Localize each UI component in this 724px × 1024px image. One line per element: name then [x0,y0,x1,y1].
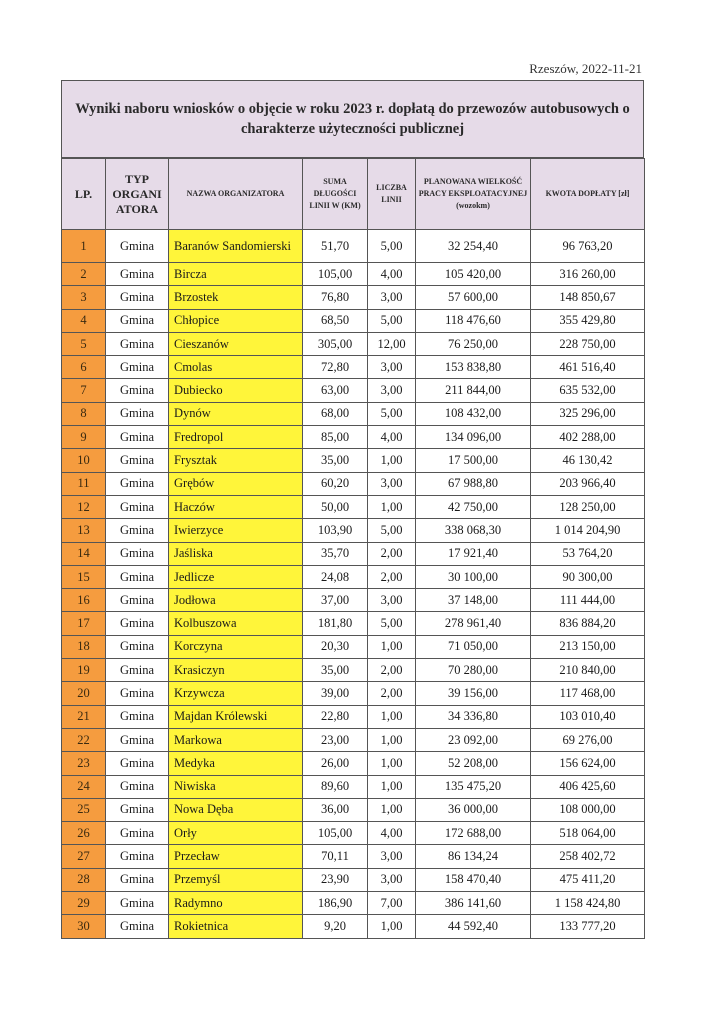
total-line-length-cell: 26,00 [303,752,368,775]
row-number-cell: 14 [62,542,106,565]
line-count-cell: 1,00 [368,449,416,472]
line-count-cell: 1,00 [368,915,416,938]
total-line-length-cell: 9,20 [303,915,368,938]
planned-work-cell: 23 092,00 [416,728,531,751]
line-count-cell: 1,00 [368,495,416,518]
organizer-name-cell: Frysztak [169,449,303,472]
total-line-length-cell: 105,00 [303,822,368,845]
results-table [61,158,645,939]
header-liczba: LICZBA LINII [368,159,416,230]
organizer-name-cell: Nowa Dęba [169,798,303,821]
table-header [62,159,645,230]
organizer-name-cell: Kolbuszowa [169,612,303,635]
organizer-type-cell: Gmina [106,635,169,658]
header-kwota: KWOTA DOPŁATY [zł] [531,159,645,230]
organizer-type-cell: Gmina [106,309,169,332]
line-count-cell: 4,00 [368,426,416,449]
table-row [62,798,645,821]
line-count-cell: 1,00 [368,775,416,798]
planned-work-cell: 17 500,00 [416,449,531,472]
row-number-cell: 21 [62,705,106,728]
organizer-type-cell: Gmina [106,798,169,821]
table-row [62,542,645,565]
planned-work-cell: 135 475,20 [416,775,531,798]
row-number-cell: 15 [62,565,106,588]
row-number-cell: 16 [62,589,106,612]
subsidy-amount-cell: 213 150,00 [531,635,645,658]
organizer-type-cell: Gmina [106,845,169,868]
organizer-name-cell: Haczów [169,495,303,518]
row-number-cell: 11 [62,472,106,495]
subsidy-amount-cell: 69 276,00 [531,728,645,751]
row-number-cell: 9 [62,426,106,449]
table-row [62,379,645,402]
document-date: Rzeszów, 2022-11-21 [529,61,642,76]
planned-work-cell: 17 921,40 [416,542,531,565]
organizer-type-cell: Gmina [106,705,169,728]
row-number-cell: 10 [62,449,106,472]
planned-work-cell: 158 470,40 [416,868,531,891]
row-number-cell: 28 [62,868,106,891]
total-line-length-cell: 85,00 [303,426,368,449]
row-number-cell: 6 [62,356,106,379]
row-number-cell: 19 [62,659,106,682]
table-row [62,659,645,682]
subsidy-amount-cell: 402 288,00 [531,426,645,449]
organizer-type-cell: Gmina [106,612,169,635]
row-number-cell: 8 [62,402,106,425]
organizer-name-cell: Krasiczyn [169,659,303,682]
subsidy-amount-cell: 133 777,20 [531,915,645,938]
header-lp: LP. [62,159,106,230]
total-line-length-cell: 36,00 [303,798,368,821]
planned-work-cell: 37 148,00 [416,589,531,612]
organizer-name-cell: Korczyna [169,635,303,658]
line-count-cell: 3,00 [368,868,416,891]
subsidy-amount-cell: 475 411,20 [531,868,645,891]
subsidy-amount-cell: 148 850,67 [531,286,645,309]
total-line-length-cell: 22,80 [303,705,368,728]
planned-work-cell: 70 280,00 [416,659,531,682]
organizer-type-cell: Gmina [106,495,169,518]
total-line-length-cell: 39,00 [303,682,368,705]
subsidy-amount-cell: 90 300,00 [531,565,645,588]
planned-work-cell: 134 096,00 [416,426,531,449]
total-line-length-cell: 24,08 [303,565,368,588]
table-row [62,705,645,728]
organizer-type-cell: Gmina [106,472,169,495]
subsidy-amount-cell: 203 966,40 [531,472,645,495]
table-row [62,402,645,425]
planned-work-cell: 30 100,00 [416,565,531,588]
line-count-cell: 3,00 [368,379,416,402]
planned-work-cell: 34 336,80 [416,705,531,728]
subsidy-amount-cell: 836 884,20 [531,612,645,635]
row-number-cell: 1 [62,230,106,263]
organizer-name-cell: Bircza [169,263,303,286]
row-number-cell: 3 [62,286,106,309]
organizer-type-cell: Gmina [106,356,169,379]
planned-work-cell: 153 838,80 [416,356,531,379]
organizer-type-cell: Gmina [106,565,169,588]
organizer-type-cell: Gmina [106,659,169,682]
subsidy-amount-cell: 111 444,00 [531,589,645,612]
row-number-cell: 24 [62,775,106,798]
total-line-length-cell: 35,00 [303,449,368,472]
organizer-name-cell: Cmolas [169,356,303,379]
line-count-cell: 2,00 [368,542,416,565]
total-line-length-cell: 23,90 [303,868,368,891]
planned-work-cell: 57 600,00 [416,286,531,309]
subsidy-amount-cell: 103 010,40 [531,705,645,728]
organizer-name-cell: Krzywcza [169,682,303,705]
total-line-length-cell: 23,00 [303,728,368,751]
table-row [62,915,645,938]
organizer-type-cell: Gmina [106,286,169,309]
line-count-cell: 3,00 [368,845,416,868]
table-row [62,356,645,379]
organizer-type-cell: Gmina [106,402,169,425]
organizer-name-cell: Brzostek [169,286,303,309]
organizer-type-cell: Gmina [106,449,169,472]
table-row [62,426,645,449]
organizer-name-cell: Przecław [169,845,303,868]
row-number-cell: 12 [62,495,106,518]
row-number-cell: 7 [62,379,106,402]
subsidy-amount-cell: 46 130,42 [531,449,645,472]
total-line-length-cell: 60,20 [303,472,368,495]
table-row [62,822,645,845]
header-nazwa: NAZWA ORGANIZATORA [169,159,303,230]
subsidy-amount-cell: 228 750,00 [531,332,645,355]
organizer-type-cell: Gmina [106,775,169,798]
total-line-length-cell: 35,00 [303,659,368,682]
planned-work-cell: 32 254,40 [416,230,531,263]
total-line-length-cell: 68,50 [303,309,368,332]
total-line-length-cell: 51,70 [303,230,368,263]
organizer-name-cell: Medyka [169,752,303,775]
line-count-cell: 1,00 [368,798,416,821]
total-line-length-cell: 186,90 [303,892,368,915]
table-row [62,263,645,286]
subsidy-amount-cell: 461 516,40 [531,356,645,379]
table-row [62,728,645,751]
organizer-name-cell: Rokietnica [169,915,303,938]
subsidy-amount-cell: 316 260,00 [531,263,645,286]
planned-work-cell: 71 050,00 [416,635,531,658]
organizer-type-cell: Gmina [106,519,169,542]
organizer-name-cell: Niwiska [169,775,303,798]
organizer-name-cell: Markowa [169,728,303,751]
total-line-length-cell: 63,00 [303,379,368,402]
line-count-cell: 2,00 [368,659,416,682]
row-number-cell: 27 [62,845,106,868]
organizer-name-cell: Chłopice [169,309,303,332]
line-count-cell: 5,00 [368,309,416,332]
line-count-cell: 3,00 [368,472,416,495]
organizer-name-cell: Cieszanów [169,332,303,355]
subsidy-amount-cell: 1 014 204,90 [531,519,645,542]
line-count-cell: 5,00 [368,519,416,542]
line-count-cell: 12,00 [368,332,416,355]
organizer-name-cell: Dynów [169,402,303,425]
row-number-cell: 25 [62,798,106,821]
organizer-name-cell: Grębów [169,472,303,495]
table-row [62,612,645,635]
row-number-cell: 2 [62,263,106,286]
line-count-cell: 1,00 [368,705,416,728]
header-planowana: PLANOWANA WIELKOŚĆ PRACY EKSPLOATACYJNEJ (wozokm) [416,159,531,230]
table-row [62,845,645,868]
row-number-cell: 18 [62,635,106,658]
subsidy-amount-cell: 635 532,00 [531,379,645,402]
organizer-type-cell: Gmina [106,263,169,286]
table-row [62,589,645,612]
planned-work-cell: 52 208,00 [416,752,531,775]
row-number-cell: 29 [62,892,106,915]
organizer-type-cell: Gmina [106,230,169,263]
total-line-length-cell: 68,00 [303,402,368,425]
line-count-cell: 5,00 [368,230,416,263]
table-row [62,495,645,518]
planned-work-cell: 105 420,00 [416,263,531,286]
total-line-length-cell: 70,11 [303,845,368,868]
total-line-length-cell: 35,70 [303,542,368,565]
planned-work-cell: 76 250,00 [416,332,531,355]
planned-work-cell: 278 961,40 [416,612,531,635]
subsidy-amount-cell: 108 000,00 [531,798,645,821]
table-row [62,286,645,309]
planned-work-cell: 338 068,30 [416,519,531,542]
planned-work-cell: 39 156,00 [416,682,531,705]
table-row [62,565,645,588]
table-row [62,635,645,658]
line-count-cell: 2,00 [368,565,416,588]
table-row [62,472,645,495]
subsidy-amount-cell: 117 468,00 [531,682,645,705]
subsidy-amount-cell: 355 429,80 [531,309,645,332]
line-count-cell: 7,00 [368,892,416,915]
total-line-length-cell: 103,90 [303,519,368,542]
organizer-type-cell: Gmina [106,542,169,565]
row-number-cell: 4 [62,309,106,332]
organizer-type-cell: Gmina [106,728,169,751]
header-suma: SUMA DŁUGOŚCI LINII W (KM) [303,159,368,230]
table-row [62,775,645,798]
line-count-cell: 5,00 [368,612,416,635]
subsidy-amount-cell: 518 064,00 [531,822,645,845]
line-count-cell: 2,00 [368,682,416,705]
organizer-type-cell: Gmina [106,682,169,705]
planned-work-cell: 44 592,40 [416,915,531,938]
row-number-cell: 30 [62,915,106,938]
row-number-cell: 22 [62,728,106,751]
line-count-cell: 3,00 [368,286,416,309]
line-count-cell: 3,00 [368,356,416,379]
table-row [62,892,645,915]
organizer-name-cell: Radymno [169,892,303,915]
table-row [62,332,645,355]
planned-work-cell: 386 141,60 [416,892,531,915]
line-count-cell: 1,00 [368,728,416,751]
table-row [62,752,645,775]
row-number-cell: 26 [62,822,106,845]
row-number-cell: 17 [62,612,106,635]
organizer-name-cell: Fredropol [169,426,303,449]
subsidy-amount-cell: 96 763,20 [531,230,645,263]
header-typ: TYP ORGANI ATORA [106,159,169,230]
organizer-name-cell: Jaśliska [169,542,303,565]
organizer-name-cell: Dubiecko [169,379,303,402]
table-row [62,682,645,705]
subsidy-amount-cell: 325 296,00 [531,402,645,425]
line-count-cell: 5,00 [368,402,416,425]
organizer-type-cell: Gmina [106,589,169,612]
organizer-type-cell: Gmina [106,868,169,891]
line-count-cell: 1,00 [368,635,416,658]
planned-work-cell: 67 988,80 [416,472,531,495]
table-row [62,449,645,472]
planned-work-cell: 42 750,00 [416,495,531,518]
subsidy-amount-cell: 1 158 424,80 [531,892,645,915]
organizer-name-cell: Majdan Królewski [169,705,303,728]
table-row [62,309,645,332]
table-row [62,519,645,542]
total-line-length-cell: 50,00 [303,495,368,518]
organizer-type-cell: Gmina [106,915,169,938]
organizer-name-cell: Przemyśl [169,868,303,891]
table-row [62,868,645,891]
row-number-cell: 23 [62,752,106,775]
line-count-cell: 4,00 [368,263,416,286]
row-number-cell: 20 [62,682,106,705]
organizer-name-cell: Jodłowa [169,589,303,612]
row-number-cell: 13 [62,519,106,542]
organizer-type-cell: Gmina [106,892,169,915]
row-number-cell: 5 [62,332,106,355]
subsidy-amount-cell: 53 764,20 [531,542,645,565]
planned-work-cell: 211 844,00 [416,379,531,402]
total-line-length-cell: 105,00 [303,263,368,286]
total-line-length-cell: 72,80 [303,356,368,379]
organizer-type-cell: Gmina [106,379,169,402]
total-line-length-cell: 37,00 [303,589,368,612]
planned-work-cell: 86 134,24 [416,845,531,868]
planned-work-cell: 36 000,00 [416,798,531,821]
table-title: Wyniki naboru wniosków o objęcie w roku 2023 r. dopłatą do przewozów autobusowych o charakterze użyteczności publicznej [75,101,630,137]
total-line-length-cell: 181,80 [303,612,368,635]
line-count-cell: 3,00 [368,589,416,612]
line-count-cell: 4,00 [368,822,416,845]
organizer-name-cell: Orły [169,822,303,845]
subsidy-amount-cell: 406 425,60 [531,775,645,798]
table-row [62,230,645,263]
organizer-type-cell: Gmina [106,822,169,845]
total-line-length-cell: 305,00 [303,332,368,355]
table-title-box [61,80,644,158]
organizer-type-cell: Gmina [106,426,169,449]
subsidy-amount-cell: 210 840,00 [531,659,645,682]
organizer-name-cell: Jedlicze [169,565,303,588]
line-count-cell: 1,00 [368,752,416,775]
organizer-type-cell: Gmina [106,752,169,775]
subsidy-amount-cell: 156 624,00 [531,752,645,775]
organizer-type-cell: Gmina [106,332,169,355]
total-line-length-cell: 89,60 [303,775,368,798]
table-body [62,230,645,939]
organizer-name-cell: Baranów Sandomierski [169,230,303,263]
subsidy-amount-cell: 128 250,00 [531,495,645,518]
total-line-length-cell: 20,30 [303,635,368,658]
total-line-length-cell: 76,80 [303,286,368,309]
planned-work-cell: 118 476,60 [416,309,531,332]
planned-work-cell: 172 688,00 [416,822,531,845]
subsidy-amount-cell: 258 402,72 [531,845,645,868]
planned-work-cell: 108 432,00 [416,402,531,425]
organizer-name-cell: Iwierzyce [169,519,303,542]
